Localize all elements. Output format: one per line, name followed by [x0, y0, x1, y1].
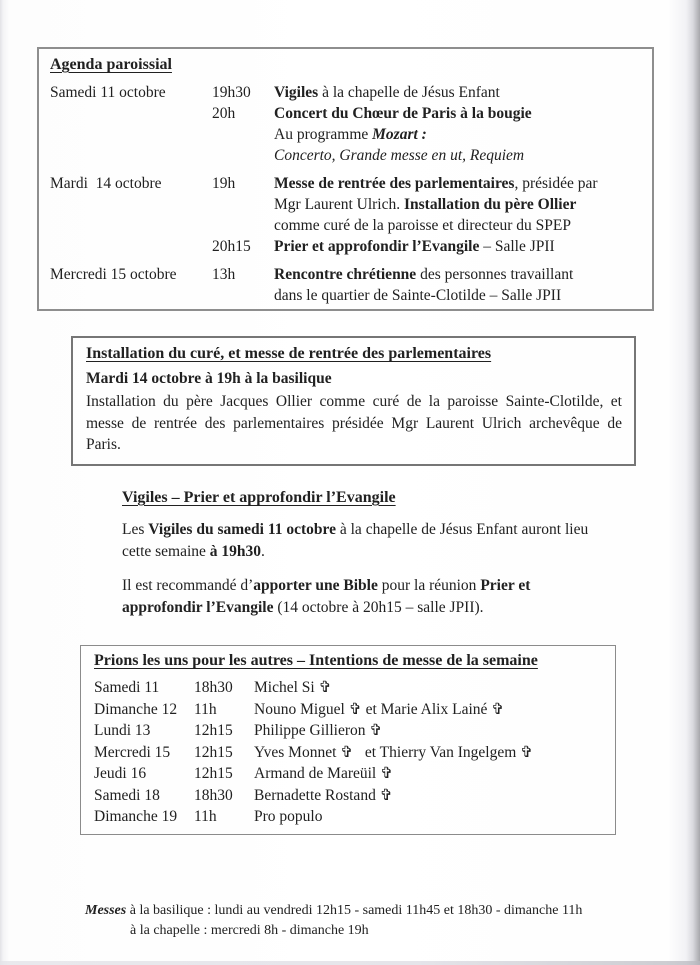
agenda-line	[50, 215, 642, 236]
agenda-time: 19h	[212, 175, 236, 192]
agenda-text: comme curé de la paroisse et directeur du SPEP	[274, 217, 571, 234]
agenda-line	[50, 236, 642, 257]
intention-name: Philippe Gillieron ✞	[254, 722, 383, 739]
agenda-day	[50, 285, 212, 306]
agenda-day	[50, 145, 212, 166]
agenda-day	[50, 215, 212, 236]
agenda-line	[50, 173, 642, 194]
agenda-line	[50, 264, 642, 285]
intentions-title: Prions les uns pour les autres – Intentions de messe de la semaine	[94, 652, 538, 669]
agenda-day	[50, 124, 212, 145]
agenda-line	[50, 82, 642, 103]
intention-day: Jeudi 16	[94, 765, 147, 782]
intention-time: 18h30	[194, 786, 233, 804]
agenda-day	[50, 103, 212, 124]
intention-time: 18h30	[194, 679, 233, 696]
intention-name: Nouno Miguel ✞ et Marie Alix Lainé ✞	[254, 700, 505, 718]
agenda-time	[212, 194, 274, 215]
agenda-text: Rencontre chrétienne des personnes travaillant	[274, 266, 574, 283]
intention-time: 11h	[194, 700, 217, 718]
intention-row	[94, 806, 605, 828]
agenda-text: Vigiles à la chapelle de Jésus Enfant	[274, 84, 500, 101]
intention-name: Bernadette Rostand ✞	[254, 786, 393, 804]
intention-day: Mercredi 15	[94, 743, 171, 761]
intention-time: 12h15	[194, 765, 233, 782]
agenda-time: 20h	[212, 105, 236, 122]
agenda-time: 19h30	[212, 84, 251, 101]
agenda-text: Concert du Chœur de Paris à la bougie	[274, 105, 532, 122]
intention-day: Dimanche 19	[94, 808, 178, 825]
vigiles-paragraph-2: Il est recommandé d’apporter une Bible pour la réunion Prier et approfondir l’Evangile (14 octobre à 20h15 – salle JPII).	[122, 577, 531, 616]
intention-day: Lundi 13	[94, 722, 151, 739]
intention-time: 12h15	[194, 743, 233, 761]
intention-row	[94, 720, 605, 742]
intention-time: 11h	[194, 808, 217, 825]
intention-name: Michel Si ✞	[254, 679, 332, 696]
intentions-section	[80, 645, 616, 835]
agenda-line	[50, 103, 642, 124]
agenda-time: 20h15	[212, 238, 251, 255]
agenda-day: Mercredi 15 octobre	[50, 266, 177, 283]
agenda-text: Mgr Laurent Ulrich. Installation du père Ollier	[274, 196, 577, 213]
intention-name: Armand de Mareüil ✞	[254, 765, 394, 782]
footer-messes-label: Messes	[85, 903, 127, 918]
vigiles-title: Vigiles – Prier et approfondir l’Evangile	[122, 489, 396, 506]
vigiles-section	[122, 489, 598, 619]
footer-line-1: Messes à la basilique : lundi au vendredi 12h15 - samedi 11h45 et 18h30 - dimanche 11h	[85, 903, 583, 918]
vigiles-paragraph-1: Les Vigiles du samedi 11 octobre à la chapelle de Jésus Enfant auront lieu cette semaine à 19h30.	[122, 521, 589, 560]
installation-subtitle: Mardi 14 octobre à 19h à la basilique	[86, 370, 332, 387]
intention-day: Dimanche 12	[94, 700, 178, 718]
agenda-day: Samedi 11 octobre	[50, 84, 166, 101]
agenda-day	[50, 236, 212, 257]
agenda-title: Agenda paroissial	[50, 56, 172, 73]
agenda-text: Concerto, Grande messe en ut, Requiem	[274, 147, 525, 164]
intention-day: Samedi 11	[94, 679, 160, 696]
agenda-time	[212, 124, 274, 145]
agenda-day: Mardi 14 octobre	[50, 175, 162, 192]
agenda-time	[212, 145, 274, 166]
agenda-line	[50, 145, 642, 166]
agenda-time	[212, 215, 274, 236]
photo-bottom-edge	[0, 961, 700, 965]
agenda-section	[37, 47, 654, 311]
intention-row	[94, 742, 605, 764]
agenda-time: 13h	[212, 266, 236, 283]
agenda-day	[50, 194, 212, 215]
mass-schedule-footer	[85, 901, 630, 941]
agenda-text: Prier et approfondir l’Evangile – Salle JPII	[274, 238, 555, 255]
intention-name: Pro populo	[254, 808, 323, 825]
intention-day: Samedi 18	[94, 786, 160, 804]
agenda-line	[50, 124, 642, 145]
installation-section	[71, 336, 636, 466]
agenda-line	[50, 194, 642, 215]
agenda-time	[212, 285, 274, 306]
agenda-text: Au programme Mozart :	[274, 126, 427, 143]
installation-body: Installation du père Jacques Ollier comme curé de la paroisse Sainte-Clotilde, et messe de rentrée des parlementaires présidée Mgr Laurent Ulrich archevêque de Paris.	[86, 393, 622, 453]
intention-name: Yves Monnet ✞ et Thierry Van Ingelgem ✞	[254, 743, 534, 761]
installation-title: Installation du curé, et messe de rentrée des parlementaires	[86, 345, 492, 362]
agenda-text: dans le quartier de Sainte-Clotilde – Salle JPII	[274, 287, 562, 304]
intention-row	[94, 677, 605, 699]
intention-row	[94, 699, 605, 721]
agenda-text: Messe de rentrée des parlementaires, présidée par	[274, 175, 598, 192]
intention-row	[94, 763, 605, 785]
footer-line-2: à la chapelle : mercredi 8h - dimanche 19h	[130, 923, 369, 938]
intention-row	[94, 785, 605, 807]
agenda-line	[50, 285, 642, 306]
intention-time: 12h15	[194, 722, 233, 739]
